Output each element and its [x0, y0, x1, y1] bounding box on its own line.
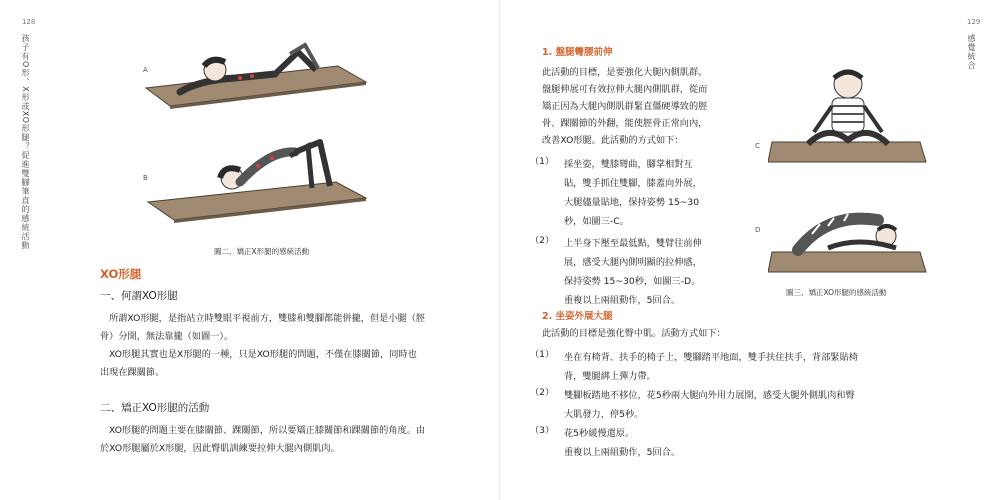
activity-2-step-1 [564, 348, 858, 386]
activity-1-step-1 [564, 155, 702, 231]
paragraph-line: 骨）分開，無法靠攏（如圖一）。 [100, 331, 234, 342]
right-page [500, 0, 1000, 500]
subsection-2-title: 二、矯正XO形腿的活動 [100, 402, 210, 414]
paragraph-line: 所謂XO形腿，是指站立時雙眼平視前方，雙膝和雙腳都能併攏，但是小腿（脛 [109, 313, 426, 324]
step-line: 坐在有椅背、扶手的椅子上，雙腳踏平地面，雙手扶住扶手，背部緊貼椅 [564, 352, 858, 363]
paragraph-line: 盤腿伸展可有效拉伸大腿內側肌群，從而 [542, 84, 708, 95]
activity-1-step-2-num: （2） [530, 235, 555, 246]
activity-2-step-2 [564, 386, 855, 424]
step-line: 上半身下壓至最低點，雙臂往前伸 [564, 238, 702, 249]
step-line: 展，感受大腿內側明顯的拉伸感， [564, 257, 702, 268]
paragraph-line: 骨、踝關節的外翻，能使脛骨正常向內， [542, 118, 708, 129]
activity-2-step-3-num: （3） [530, 425, 555, 436]
paragraph-line: 改善XO形腿。此活動的方式如下： [542, 135, 684, 146]
step-line: 大肌發力，停5秒。 [564, 409, 644, 420]
step-line: 秒，如圖三-C。 [564, 216, 629, 227]
activity-1-step-1-num: （1） [530, 156, 555, 167]
paragraph-line: 於XO形腿屬於X形腿，因此臀肌訓練要拉伸大腿內側肌肉。 [100, 443, 340, 454]
figure-label-d: D [755, 226, 761, 234]
step-line: 背，雙腿綁上彈力帶。 [564, 371, 656, 382]
subsection-1-body [100, 310, 425, 382]
activity-2-step-3 [564, 424, 680, 462]
activity-1-body [542, 64, 707, 149]
paragraph-line: XO形腿其實也是X形腿的一種，只是XO形腿的問題，不僅在膝關節，同時也 [109, 349, 417, 360]
activity-1-title: 1. 盤腿彎腰前伸 [542, 47, 613, 58]
step-line: 雙腳板踏地不移位，花5秒兩大腿向外用力展開，感受大腿外側肌肉和臀 [564, 390, 855, 401]
step-line: 貼，雙手抓住雙腳，膝蓋向外展， [564, 178, 702, 189]
figure-label-a: A [143, 66, 148, 74]
activity-2-title: 2. 坐姿外展大腿 [542, 311, 613, 322]
page-number-left: 128 [22, 18, 36, 26]
step-line: 採坐姿，雙膝彎曲，腳掌相對互 [564, 159, 693, 170]
paragraph-line: 此活動的目標，是要強化大腿內側肌群。 [542, 67, 708, 78]
figure-caption-right: 圖三、矯正XO形腿的感統活動 [786, 288, 887, 297]
illustration-b [140, 130, 370, 225]
figure-label-b: B [143, 174, 148, 182]
running-title-right: 感覺統合 [967, 34, 976, 70]
section-title: XO形腿 [100, 267, 142, 281]
activity-2-step-1-num: （1） [530, 349, 555, 360]
subsection-2-body [100, 422, 425, 458]
paragraph-line: 出現在踝關節。 [100, 367, 165, 378]
activity-2-step-2-num: （2） [530, 387, 555, 398]
figure-caption-left: 圖二、矯正X形腿的感統活動 [214, 247, 310, 256]
step-line: 保持姿勢 15~30秒，如圖三-D。 [564, 276, 701, 287]
illustration-d [768, 200, 928, 280]
page-number-right: 129 [967, 18, 981, 26]
illustration-a [140, 40, 370, 110]
figure-label-c: C [755, 142, 760, 150]
paragraph-line: 矯正因為大腿內側肌群緊直僵硬導致的脛 [542, 101, 708, 112]
activity-2-intro: 此活動的目標是強化臀中肌。活動方式如下： [542, 328, 726, 339]
step-line: 花5秒緩慢還原。 [564, 428, 635, 439]
illustration-c [768, 62, 928, 172]
step-line: 重複以上兩組動作，5回合。 [564, 447, 681, 458]
activity-1-step-2 [564, 234, 702, 310]
running-title-left: 孩子有O形、X形或XO形腿？促進雙腳筆直的感統活動 [21, 34, 30, 251]
paragraph-line: XO形腿的問題主要在膝關節、踝關節，所以要矯正膝關節和踝關節的角度。由 [109, 425, 426, 436]
subsection-1-title: 一、何謂XO形腿 [100, 290, 178, 302]
step-line: 重複以上兩組動作，5回合。 [564, 295, 681, 306]
step-line: 大腿儘量貼地，保持姿勢 15~30 [564, 197, 700, 208]
